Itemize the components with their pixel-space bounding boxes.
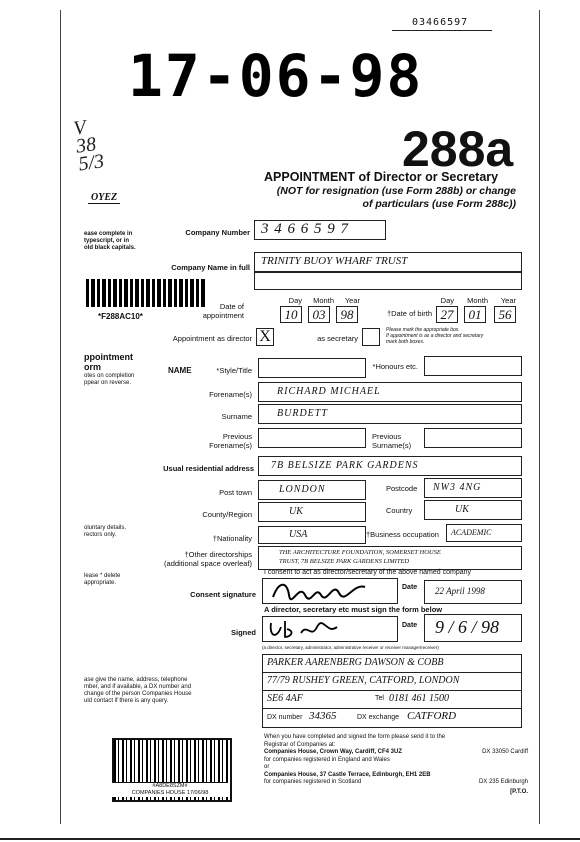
surname-label: Surname (221, 412, 252, 421)
signed-date-value: 9 / 6 / 98 (435, 617, 500, 637)
tel-label: Tel (375, 695, 384, 702)
footer-cardiff-address: Companies House, Crown Way, Cardiff, CF4 3UZ (264, 749, 403, 755)
contact-rule-1 (263, 672, 521, 673)
stamp-rule (392, 30, 492, 31)
company-name-field-line2[interactable] (254, 272, 522, 290)
consent-date-field[interactable] (424, 580, 522, 604)
forenames-label: Forename(s) (209, 390, 252, 399)
note-completion: otes on completion ppear on reverse. (84, 373, 135, 386)
footer-edinburgh-note: for companies registered in Scotland (264, 779, 362, 785)
director-sign-note: A director, secretary etc must sign the form below (264, 605, 443, 614)
footer-or: or (264, 764, 270, 770)
form-title: APPOINTMENT of Director or Secretary (264, 170, 499, 184)
consent-statement: I consent to act as director/secretary of the above named company (264, 569, 471, 576)
dx-number-label: DX number (267, 714, 303, 721)
consent-signature-label: Consent signature (190, 590, 256, 599)
director-signature (267, 617, 367, 647)
dob-day[interactable]: 27 (436, 306, 458, 323)
dob-label: †Date of birth (386, 309, 432, 318)
occupation-field[interactable] (446, 524, 522, 542)
appt-year[interactable]: 98 (336, 306, 358, 323)
return-instructions (264, 734, 528, 796)
post-town-label: Post town (219, 488, 252, 497)
nationality-label: †Nationality (212, 534, 252, 543)
dx-exchange-value: CATFORD (407, 710, 457, 722)
other-directorships-field[interactable] (258, 546, 522, 570)
appt-month-header: Month (313, 296, 334, 305)
honours-label: *Honours etc. (372, 362, 418, 371)
consent-date-value: 22 April 1998 (435, 586, 485, 596)
dob-year[interactable]: 56 (494, 306, 516, 323)
dob-month[interactable]: 01 (464, 306, 486, 323)
agent-role-line: (a director, secretary, administrator, administrative receiver or receiver manager/receiver) (262, 645, 439, 650)
barcode2-label: COMPANIES HOUSE 17/06/98 (131, 790, 209, 796)
other-directorships-line-1: THE ARCHITECTURE FOUNDATION, SOMERSET HOUSE (279, 549, 441, 556)
address-value: 7B BELSIZE PARK GARDENS (271, 460, 419, 471)
nationality-field[interactable] (258, 526, 366, 544)
county-field[interactable] (258, 502, 366, 522)
footer-edinburgh-row (264, 779, 528, 787)
occupation-value: ACADEMIC (451, 528, 492, 537)
forenames-value: RICHARD MICHAEL (277, 386, 381, 397)
footer-cardiff-note: for companies registered in England and Wales (264, 756, 390, 763)
occupation-label: †Business occupation (366, 530, 439, 539)
tel-value: 0181 461 1500 (389, 693, 449, 704)
style-title-label: *Style/Title (216, 366, 252, 375)
previous-surnames-label: Previous Surname(s) (372, 432, 412, 450)
footer-cardiff-dx: DX 33050 Cardiff (482, 749, 528, 755)
as-secretary-checkbox[interactable] (362, 328, 380, 346)
other-directorships-line-2: TRUST, 7B BELSIZE PARK GARDENS LIMITED (279, 558, 410, 565)
postcode-field[interactable] (424, 478, 522, 498)
county-label: County/Region (202, 510, 252, 519)
signed-date-label: Date (402, 622, 418, 629)
address-label: Usual residential address (163, 464, 254, 473)
post-town-value: LONDON (279, 484, 326, 495)
publisher-logo: OYEZ (88, 192, 120, 204)
received-date-stamp: 17-06-98 (128, 42, 424, 110)
note-complete: ease complete in typescript, or in old black capitals. (84, 231, 136, 251)
country-field[interactable] (424, 500, 522, 520)
appt-day-header: Day (288, 296, 302, 305)
page-bottom-edge (0, 838, 580, 840)
name-section-label: NAME (168, 366, 192, 375)
company-number-label: Company Number (185, 228, 250, 237)
country-value: UK (455, 504, 469, 515)
contact-line-3: SE6 4AF (267, 693, 303, 704)
pto-note: [P.T.O. (510, 788, 528, 795)
contact-rule-2 (263, 690, 521, 691)
stamp-company-ref: 03466597 (412, 17, 469, 28)
company-number-value: 3 4 6 6 5 9 7 (261, 221, 349, 237)
signed-date-field[interactable] (424, 614, 522, 642)
nationality-value: USA (289, 529, 308, 540)
note-give-name: ase give the name, address, telephone mber, and if available, a DX number and change of the person Companies House uld contact if there is any query. (84, 677, 192, 704)
note-appointment-form: ppointment orm (84, 352, 133, 372)
appt-day[interactable]: 10 (280, 306, 302, 323)
forenames-field[interactable] (258, 382, 522, 402)
barcode2-ref: #A8DE8SZM# (152, 783, 188, 789)
company-name-label: Company Name in full (171, 263, 250, 272)
postcode-label: Postcode (386, 484, 418, 493)
dx-number-value: 34365 (309, 710, 337, 722)
county-value: UK (289, 506, 303, 517)
contact-details-box[interactable] (262, 654, 522, 728)
previous-surnames-field[interactable] (424, 428, 522, 448)
surname-value: BURDETT (277, 408, 328, 419)
country-label: Country (386, 506, 413, 515)
subtitle-line-1: (NOT for resignation (use Form 288b) or change (276, 185, 516, 197)
form-number: 288a (402, 121, 514, 177)
dob-day-header: Day (440, 296, 454, 305)
director-signature-scribble (267, 617, 367, 641)
previous-forenames-field[interactable] (258, 428, 366, 448)
as-secretary-label: as secretary (317, 334, 358, 343)
company-name-field[interactable] (254, 252, 522, 272)
barcode-ref: *F288AC10* (98, 312, 143, 321)
signed-field[interactable] (262, 616, 398, 642)
footer-intro: When you have completed and signed the form please send it to the Registrar of Companies at: (264, 734, 446, 748)
address-field[interactable] (258, 456, 522, 476)
signed-label: Signed (230, 628, 256, 637)
as-director-label: Appointment as director (172, 334, 252, 343)
form-subtitle (258, 185, 516, 211)
consent-signature-scribble (269, 579, 369, 603)
footer-edinburgh-dx: DX 235 Edinburgh (478, 779, 528, 785)
mark-box-note: Please mark the appropriate box. If appointment is as a director and secretary mark both boxes. (386, 327, 484, 345)
note-delete: lease * delete appropriate. (84, 573, 121, 586)
footer-edinburgh (264, 772, 528, 780)
contact-line-2: 77/79 RUSHEY GREEN, CATFORD, LONDON (267, 675, 460, 686)
surname-field[interactable] (258, 404, 522, 424)
dx-exchange-label: DX exchange (357, 714, 400, 721)
other-directorships-label: †Other directorships (additional space overleaf) (164, 550, 252, 568)
style-title-field[interactable] (258, 358, 366, 378)
honours-field[interactable] (424, 356, 522, 376)
postcode-value: NW3 4NG (433, 482, 482, 493)
handwritten-annotation: V 38 5/3 (72, 116, 106, 176)
company-name-value: TRINITY BUOY WHARF TRUST (261, 255, 408, 267)
form-barcode (86, 279, 206, 307)
dob-month-header: Month (467, 296, 488, 305)
previous-forenames-label: Previous Forename(s) (209, 432, 252, 450)
contact-line-1: PARKER AARENBERG DAWSON & COBB (267, 657, 444, 668)
appt-month[interactable]: 03 (308, 306, 330, 323)
company-number-field[interactable] (254, 220, 386, 240)
date-appointment-label: Date of appointment (202, 302, 244, 320)
companies-house-barcode-label (112, 782, 228, 797)
footer-cardiff (264, 749, 528, 757)
dob-year-header: Year (500, 296, 516, 305)
appt-year-header: Year (344, 296, 360, 305)
note-voluntary: oluntary details. rectors only. (84, 525, 127, 538)
as-director-checkbox[interactable]: X (256, 328, 274, 346)
contact-rule-3 (263, 708, 521, 709)
consent-date-label: Date (402, 584, 418, 591)
subtitle-line-2: of particulars (use Form 288c)) (362, 198, 516, 210)
consent-signature-field[interactable] (262, 578, 398, 604)
footer-edinburgh-address: Companies House, 37 Castle Terrace, Edinburgh, EH1 2EB (264, 771, 431, 778)
post-town-field[interactable] (258, 480, 366, 500)
